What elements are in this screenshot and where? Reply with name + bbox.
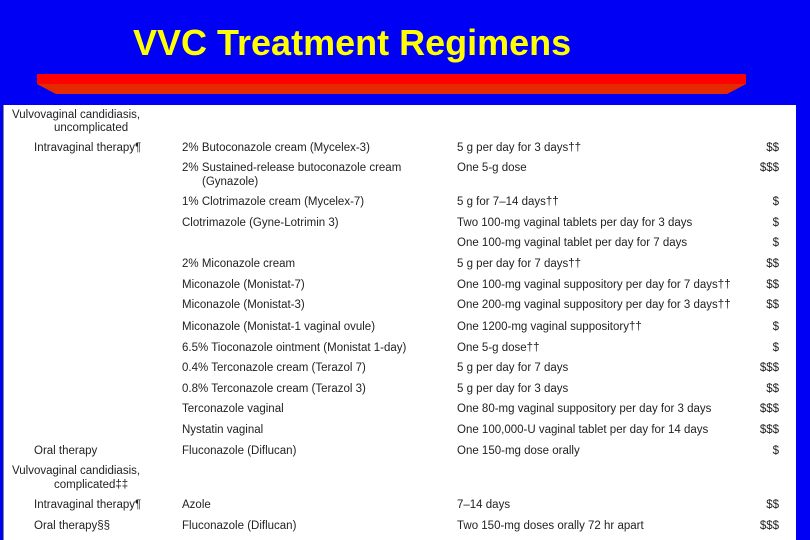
row-cost: $ [772, 217, 779, 229]
row-cost: $$$ [759, 403, 779, 415]
title-underline-bar [37, 74, 746, 94]
row-drug: Fluconazole (Diflucan) [182, 520, 297, 532]
section-heading: Vulvovaginal candidiasis, [12, 465, 141, 477]
row-cost: $ [772, 237, 779, 249]
row-drug: Miconazole (Monistat-3) [182, 299, 305, 311]
row-regimen: 5 g per day for 7 days†† [457, 258, 582, 270]
row-category: Intravaginal therapy¶ [34, 499, 142, 511]
row-regimen: One 1200-mg vaginal suppository†† [457, 321, 642, 333]
row-regimen: One 100-mg vaginal suppository per day for 7 days†† [457, 279, 731, 291]
row-cost: $$ [766, 383, 779, 395]
row-regimen: One 100,000-U vaginal tablet per day for 14 days [457, 424, 709, 436]
row-regimen: 5 g per day for 3 days†† [457, 142, 582, 154]
row-drug: Miconazole (Monistat-7) [182, 279, 305, 291]
row-drug: 1% Clotrimazole cream (Mycelex-7) [182, 196, 365, 208]
row-regimen: One 150-mg dose orally [457, 445, 580, 457]
section-heading: Vulvovaginal candidiasis, [12, 109, 141, 121]
row-regimen: One 5-g dose†† [457, 342, 540, 354]
row-drug: 2% Butoconazole cream (Mycelex-3) [182, 142, 370, 154]
row-cost: $$$ [759, 520, 779, 532]
row-cost: $$ [766, 279, 779, 291]
regimens-table [3, 105, 796, 540]
row-drug: 2% Sustained-release butoconazole cream [182, 162, 402, 174]
row-regimen: One 5-g dose [457, 162, 527, 174]
row-cost: $$ [766, 499, 779, 511]
row-regimen: 5 g per day for 3 days [457, 383, 569, 395]
row-drug: Miconazole (Monistat-1 vaginal ovule) [182, 321, 376, 333]
row-regimen: One 80-mg vaginal suppository per day for 3 days [457, 403, 712, 415]
row-regimen: 5 g per day for 7 days [457, 362, 569, 374]
row-cost: $$$ [759, 162, 779, 174]
row-category: Oral therapy [34, 445, 98, 457]
row-drug-cont: (Gynazole) [202, 176, 259, 188]
row-category: Intravaginal therapy¶ [34, 142, 142, 154]
row-cost: $$$ [759, 362, 779, 374]
row-drug: Clotrimazole (Gyne-Lotrimin 3) [182, 217, 339, 229]
row-drug: Terconazole vaginal [182, 403, 284, 415]
row-category: Oral therapy§§ [34, 520, 111, 532]
row-regimen: 5 g for 7–14 days†† [457, 196, 559, 208]
row-regimen: Two 100-mg vaginal tablets per day for 3 days [457, 217, 693, 229]
row-regimen: One 100-mg vaginal tablet per day for 7 days [457, 237, 688, 249]
row-regimen: 7–14 days [457, 499, 511, 511]
row-regimen: Two 150-mg doses orally 72 hr apart [457, 520, 644, 532]
row-drug: 0.4% Terconazole cream (Terazol 7) [182, 362, 366, 374]
slide-title: VVC Treatment Regimens [133, 22, 572, 63]
row-drug: 2% Miconazole cream [182, 258, 296, 270]
section-heading-cont: uncomplicated [54, 122, 129, 134]
row-cost: $ [772, 196, 779, 208]
row-cost: $$ [766, 142, 779, 154]
row-cost: $$ [766, 299, 779, 311]
row-drug: Nystatin vaginal [182, 424, 264, 436]
row-drug: 0.8% Terconazole cream (Terazol 3) [182, 383, 366, 395]
row-cost: $ [772, 445, 779, 457]
row-regimen: One 200-mg vaginal suppository per day for 3 days†† [457, 299, 731, 311]
row-drug: Fluconazole (Diflucan) [182, 445, 297, 457]
row-cost: $ [772, 321, 779, 333]
row-drug: 6.5% Tioconazole ointment (Monistat 1-day) [182, 342, 407, 354]
row-drug: Azole [182, 499, 211, 511]
row-cost: $$ [766, 258, 779, 270]
row-cost: $$$ [759, 424, 779, 436]
row-cost: $ [772, 342, 779, 354]
section-heading-cont: complicated‡‡ [54, 479, 129, 491]
